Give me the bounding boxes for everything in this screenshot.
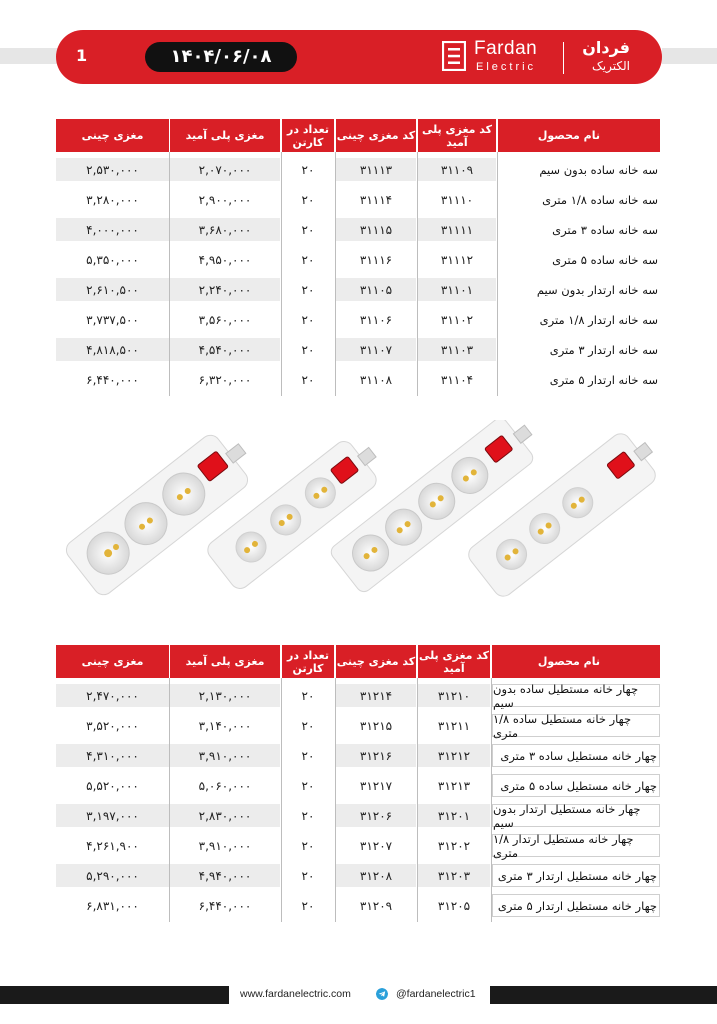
carton-cell: ۲۰ bbox=[301, 898, 315, 913]
code-polyamide-cell: ۳۱۱۰۹ bbox=[418, 158, 496, 181]
table-row bbox=[56, 244, 660, 274]
code-chinese-cell: ۳۱۱۱۵ bbox=[336, 218, 416, 241]
column-divider bbox=[281, 678, 282, 922]
table-row bbox=[56, 214, 660, 244]
col-code-polyamide: کد مغزی پلی آمید bbox=[418, 119, 496, 152]
carton-cell: ۲۰ bbox=[301, 838, 315, 853]
footer-bar-left bbox=[0, 986, 229, 1004]
carton-cell: ۲۰ bbox=[301, 282, 315, 297]
carton-cell: ۲۰ bbox=[301, 778, 315, 793]
price-polyamide-cell: ۲,۲۴۰,۰۰۰ bbox=[170, 278, 280, 301]
price-polyamide-cell: ۶,۳۲۰,۰۰۰ bbox=[198, 372, 252, 387]
code-chinese-cell: ۳۱۱۰۸ bbox=[359, 372, 393, 387]
price-chinese-cell: ۵,۳۵۰,۰۰۰ bbox=[86, 252, 139, 267]
price-polyamide-cell: ۲,۸۳۰,۰۰۰ bbox=[170, 804, 280, 827]
code-polyamide-cell: ۳۱۱۰۲ bbox=[440, 312, 474, 327]
table-row bbox=[56, 770, 660, 800]
column-divider bbox=[417, 678, 418, 922]
column-divider bbox=[417, 152, 418, 396]
product-name-cell: سه خانه ساده بدون سیم bbox=[539, 162, 658, 177]
table-row bbox=[56, 710, 660, 740]
website-link[interactable]: www.fardanelectric.com bbox=[240, 988, 351, 1000]
code-polyamide-cell: ۳۱۲۰۳ bbox=[418, 864, 490, 887]
brand-sub-fa: الکتریک bbox=[592, 59, 630, 73]
table-row bbox=[56, 680, 660, 710]
table-body bbox=[56, 680, 660, 920]
product-name-cell: چهار خانه مستطیل ارتدار ۳ متری bbox=[492, 864, 660, 887]
product-name-cell: سه خانه ارتدار بدون سیم bbox=[536, 282, 658, 297]
table-row bbox=[56, 154, 660, 184]
price-chinese-cell: ۵,۵۲۰,۰۰۰ bbox=[86, 778, 139, 793]
price-polyamide-cell: ۶,۴۴۰,۰۰۰ bbox=[198, 898, 252, 913]
product-name-cell: چهار خانه مستطیل ارتدار ۱/۸ متری bbox=[492, 834, 660, 857]
carton-cell: ۲۰ bbox=[301, 162, 315, 177]
product-name-cell: چهار خانه مستطیل ارتدار بدون سیم bbox=[492, 804, 660, 827]
code-chinese-cell: ۳۱۲۰۸ bbox=[336, 864, 416, 887]
col-product-name: نام محصول bbox=[498, 119, 660, 152]
table-header bbox=[56, 116, 660, 154]
col-price-polyamide: مغزی پلی آمید bbox=[170, 645, 280, 678]
carton-cell: ۲۰ bbox=[301, 868, 315, 883]
code-chinese-cell: ۳۱۱۰۷ bbox=[336, 338, 416, 361]
carton-cell: ۲۰ bbox=[301, 718, 315, 733]
column-divider bbox=[335, 678, 336, 922]
code-polyamide-cell: ۳۱۲۱۱ bbox=[437, 718, 471, 733]
price-polyamide-cell: ۳,۹۱۰,۰۰۰ bbox=[198, 838, 252, 853]
code-chinese-cell: ۳۱۲۱۵ bbox=[359, 718, 393, 733]
price-polyamide-cell: ۲,۱۳۰,۰۰۰ bbox=[170, 684, 280, 707]
header-accent-right bbox=[662, 48, 717, 64]
code-polyamide-cell: ۳۱۲۰۱ bbox=[418, 804, 490, 827]
telegram-icon bbox=[376, 988, 388, 1000]
header-accent-left bbox=[0, 48, 60, 64]
footer-bar-right bbox=[490, 986, 717, 1004]
page-number: 1 bbox=[76, 46, 88, 65]
product-name-cell: چهار خانه مستطیل ساده ۳ متری bbox=[492, 744, 660, 767]
price-chinese-cell: ۴,۸۱۸,۵۰۰ bbox=[56, 338, 169, 361]
price-chinese-cell: ۲,۵۳۰,۰۰۰ bbox=[56, 158, 169, 181]
col-product-name: نام محصول bbox=[492, 645, 660, 678]
product-name-cell: سه خانه ارتدار ۱/۸ متری bbox=[539, 312, 658, 327]
col-carton: تعداد در کارتن bbox=[282, 645, 334, 678]
col-price-polyamide: مغزی پلی آمید bbox=[170, 119, 280, 152]
brand-name-fa: فردان bbox=[582, 38, 630, 57]
code-chinese-cell: ۳۱۲۱۴ bbox=[336, 684, 416, 707]
code-polyamide-cell: ۳۱۱۱۰ bbox=[440, 192, 474, 207]
table-row bbox=[56, 274, 660, 304]
carton-cell: ۲۰ bbox=[301, 342, 315, 357]
code-polyamide-cell: ۳۱۲۱۲ bbox=[418, 744, 490, 767]
product-name-cell: سه خانه ارتدار ۳ متری bbox=[549, 342, 658, 357]
column-divider bbox=[281, 152, 282, 396]
carton-cell: ۲۰ bbox=[301, 252, 315, 267]
product-name-cell: سه خانه ساده ۵ متری bbox=[552, 252, 658, 267]
price-chinese-cell: ۴,۳۱۰,۰۰۰ bbox=[56, 744, 169, 767]
price-polyamide-cell: ۲,۹۰۰,۰۰۰ bbox=[198, 192, 252, 207]
col-carton: تعداد در کارتن bbox=[282, 119, 334, 152]
carton-cell: ۲۰ bbox=[301, 808, 315, 823]
code-polyamide-cell: ۳۱۱۰۳ bbox=[418, 338, 496, 361]
table-body bbox=[56, 154, 660, 394]
column-divider bbox=[335, 152, 336, 396]
table-row bbox=[56, 860, 660, 890]
table-header bbox=[56, 642, 660, 680]
price-polyamide-cell: ۳,۹۱۰,۰۰۰ bbox=[170, 744, 280, 767]
brand-logo-icon bbox=[442, 41, 466, 71]
code-chinese-cell: ۳۱۲۰۷ bbox=[359, 838, 393, 853]
table-row bbox=[56, 184, 660, 214]
table-row bbox=[56, 830, 660, 860]
product-name-cell: سه خانه ساده ۱/۸ متری bbox=[542, 192, 658, 207]
code-chinese-cell: ۳۱۱۱۴ bbox=[359, 192, 393, 207]
carton-cell: ۲۰ bbox=[301, 688, 315, 703]
price-polyamide-cell: ۴,۹۵۰,۰۰۰ bbox=[198, 252, 252, 267]
price-chinese-cell: ۳,۱۹۷,۰۰۰ bbox=[56, 804, 169, 827]
price-chinese-cell: ۴,۰۰۰,۰۰۰ bbox=[56, 218, 169, 241]
product-images bbox=[62, 420, 662, 605]
carton-cell: ۲۰ bbox=[301, 222, 315, 237]
product-name-cell: سه خانه ساده ۳ متری bbox=[552, 222, 658, 237]
code-chinese-cell: ۳۱۲۰۶ bbox=[336, 804, 416, 827]
col-price-chinese: مغزی چینی bbox=[56, 119, 169, 152]
code-chinese-cell: ۳۱۲۰۹ bbox=[359, 898, 393, 913]
product-name-cell: چهار خانه مستطیل ساده بدون سیم bbox=[492, 684, 660, 707]
price-chinese-cell: ۳,۷۳۷,۵۰۰ bbox=[86, 312, 139, 327]
code-polyamide-cell: ۳۱۱۰۴ bbox=[440, 372, 474, 387]
price-chinese-cell: ۶,۴۴۰,۰۰۰ bbox=[86, 372, 139, 387]
price-table-four-socket bbox=[56, 642, 660, 920]
table-row bbox=[56, 334, 660, 364]
code-polyamide-cell: ۳۱۱۱۱ bbox=[418, 218, 496, 241]
product-name-cell: چهار خانه مستطیل ساده ۱/۸ متری bbox=[492, 714, 660, 737]
brand-name-en: Fardan bbox=[474, 38, 538, 59]
price-chinese-cell: ۶,۸۳۱,۰۰۰ bbox=[86, 898, 139, 913]
price-table-three-socket bbox=[56, 116, 660, 394]
price-chinese-cell: ۵,۲۹۰,۰۰۰ bbox=[56, 864, 169, 887]
column-divider bbox=[497, 152, 498, 396]
code-chinese-cell: ۳۱۱۰۵ bbox=[336, 278, 416, 301]
carton-cell: ۲۰ bbox=[301, 372, 315, 387]
code-chinese-cell: ۳۱۱۰۶ bbox=[359, 312, 393, 327]
column-divider bbox=[169, 152, 170, 396]
product-name-cell: سه خانه ارتدار ۵ متری bbox=[549, 372, 658, 387]
table-row bbox=[56, 364, 660, 394]
code-chinese-cell: ۳۱۱۱۶ bbox=[359, 252, 393, 267]
table-row bbox=[56, 890, 660, 920]
code-polyamide-cell: ۳۱۱۱۲ bbox=[440, 252, 474, 267]
price-chinese-cell: ۳,۲۸۰,۰۰۰ bbox=[86, 192, 139, 207]
date-badge: ۱۴۰۴/۰۶/۰۸ bbox=[145, 42, 297, 72]
logo-divider bbox=[563, 42, 564, 74]
table-row bbox=[56, 800, 660, 830]
price-polyamide-cell: ۵,۰۶۰,۰۰۰ bbox=[198, 778, 252, 793]
code-polyamide-cell: ۳۱۱۰۱ bbox=[418, 278, 496, 301]
code-chinese-cell: ۳۱۲۱۶ bbox=[336, 744, 416, 767]
code-chinese-cell: ۳۱۲۱۷ bbox=[359, 778, 393, 793]
code-polyamide-cell: ۳۱۲۰۵ bbox=[437, 898, 471, 913]
col-code-chinese: کد مغزی چینی bbox=[336, 645, 416, 678]
product-name-cell: چهار خانه مستطیل ساده ۵ متری bbox=[492, 774, 660, 797]
price-polyamide-cell: ۴,۵۴۰,۰۰۰ bbox=[170, 338, 280, 361]
product-name-cell: چهار خانه مستطیل ارتدار ۵ متری bbox=[492, 894, 660, 917]
price-chinese-cell: ۳,۵۲۰,۰۰۰ bbox=[86, 718, 139, 733]
table-row bbox=[56, 740, 660, 770]
column-divider bbox=[491, 678, 492, 922]
col-price-chinese: مغزی چینی bbox=[56, 645, 169, 678]
price-polyamide-cell: ۳,۱۴۰,۰۰۰ bbox=[198, 718, 252, 733]
code-polyamide-cell: ۳۱۲۱۳ bbox=[437, 778, 471, 793]
col-code-polyamide: کد مغزی پلی آمید bbox=[418, 645, 490, 678]
code-polyamide-cell: ۳۱۲۱۰ bbox=[418, 684, 490, 707]
price-chinese-cell: ۲,۶۱۰,۵۰۰ bbox=[56, 278, 169, 301]
brand-sub-en: Electric bbox=[476, 61, 537, 73]
column-divider bbox=[169, 678, 170, 922]
code-chinese-cell: ۳۱۱۱۳ bbox=[336, 158, 416, 181]
price-polyamide-cell: ۴,۹۴۰,۰۰۰ bbox=[170, 864, 280, 887]
code-polyamide-cell: ۳۱۲۰۲ bbox=[437, 838, 471, 853]
table-row bbox=[56, 304, 660, 334]
price-polyamide-cell: ۳,۶۸۰,۰۰۰ bbox=[170, 218, 280, 241]
price-chinese-cell: ۲,۴۷۰,۰۰۰ bbox=[56, 684, 169, 707]
price-polyamide-cell: ۳,۵۶۰,۰۰۰ bbox=[198, 312, 252, 327]
price-chinese-cell: ۴,۲۶۱,۹۰۰ bbox=[86, 838, 139, 853]
carton-cell: ۲۰ bbox=[301, 192, 315, 207]
col-code-chinese: کد مغزی چینی bbox=[336, 119, 416, 152]
carton-cell: ۲۰ bbox=[301, 312, 315, 327]
carton-cell: ۲۰ bbox=[301, 748, 315, 763]
telegram-handle[interactable]: @fardanelectric1 bbox=[396, 988, 476, 1000]
price-polyamide-cell: ۲,۰۷۰,۰۰۰ bbox=[170, 158, 280, 181]
